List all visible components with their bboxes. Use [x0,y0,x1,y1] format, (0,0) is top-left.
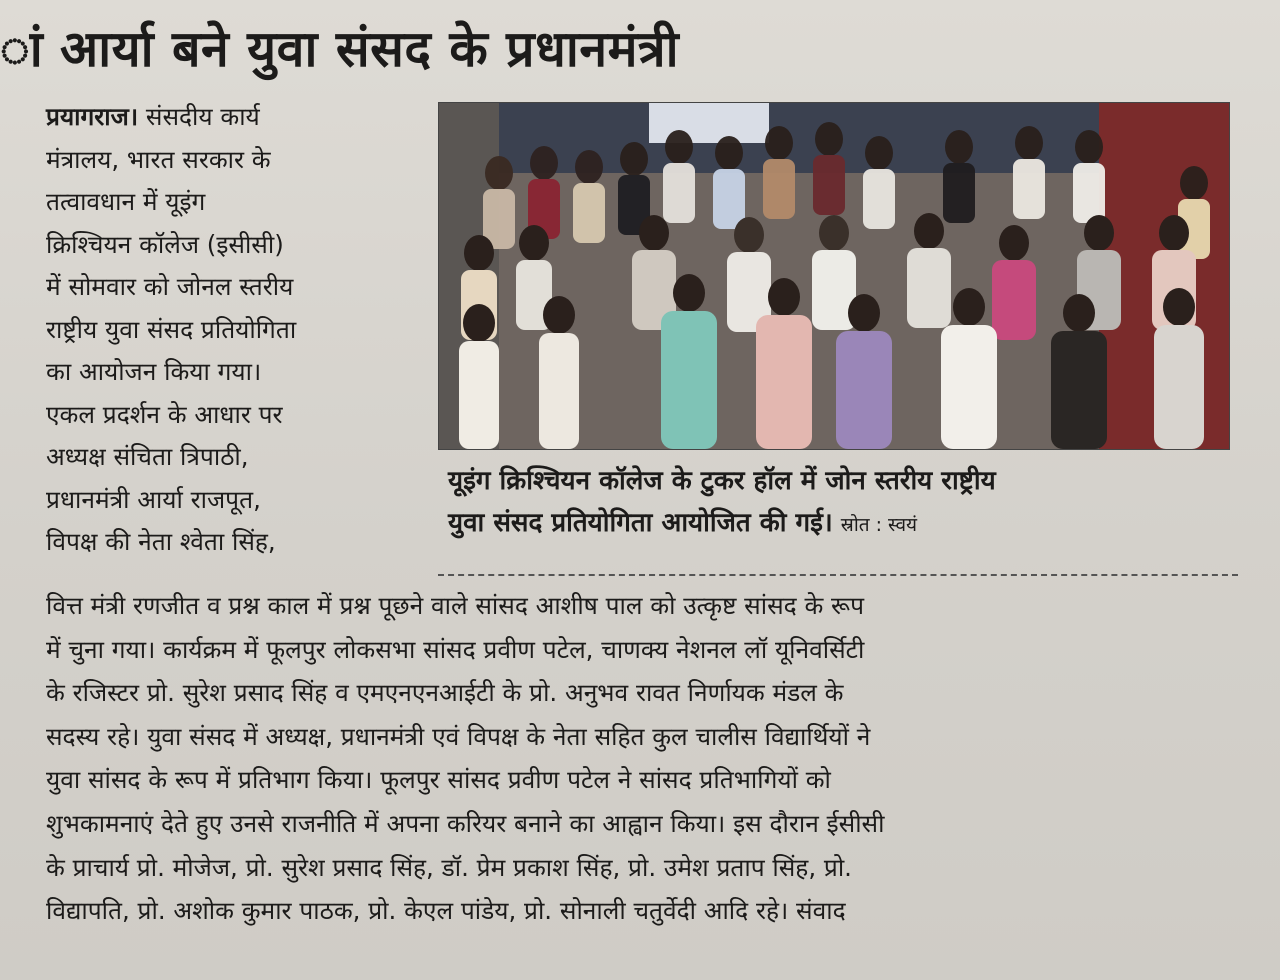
text-line: में सोमवार को जोनल स्तरीय [46,272,294,301]
photo-source: स्रोत : स्वयं [840,514,918,536]
text-line: तत्वावधान में यूइंग [46,187,206,216]
headline: आर्या बने युवा संसद के प्रधानमंत्री [60,20,680,78]
body-line: वित्त मंत्री रणजीत व प्रश्न काल में प्रश्न पूछने वाले सांसद आशीष पाल को उत्कृष्ट सांसद के रूप [46,591,864,620]
group-photo-illustration [439,103,1229,449]
text-line: प्रधानमंत्री आर्या राजपूत, [46,484,261,514]
dashed-divider [438,574,1238,576]
body-line: शुभकामनाएं देते हुए उनसे राजनीति में अपना करियर बनाने का आह्वान किया। इस दौरान ईसीसी [46,808,885,838]
body-line: के प्राचार्य प्रो. मोजेज, प्रो. सुरेश प्रसाद सिंह, डॉ. प्रेम प्रकाश सिंह, प्रो. उमेश प्रताप सिंह, प्रो. [46,852,852,882]
photo-caption [448,460,1238,544]
text-line: का आयोजन किया गया। [46,357,262,386]
dateline: प्रयागराज। [46,102,139,131]
text-line: एकल प्रदर्शन के आधार पर [46,399,283,429]
body-line: विद्यापति, प्रो. अशोक कुमार पाठक, प्रो. केएल पांडेय, प्रो. सोनाली चतुर्वेदी आदि रहे। संवाद [46,896,846,926]
headline-row [0,16,1240,82]
caption-line-text: युवा संसद प्रतियोगिता आयोजित की गई। [448,508,833,538]
body-line: के रजिस्टर प्रो. सुरेश प्रसाद सिंह व एमएनएनआईटी के प्रो. अनुभव रावत निर्णायक मंडल के [46,678,844,708]
article-body [46,584,1246,933]
text-line: राष्ट्रीय युवा संसद प्रतियोगिता [46,314,297,344]
body-line: में चुना गया। कार्यक्रम में फूलपुर लोकसभा सांसद प्रवीण पटेल, चाणक्य नेशनल लॉ यूनिवर्सिटी [46,634,865,664]
body-line: सदस्य रहे। युवा संसद में अध्यक्ष, प्रधानमंत्री एवं विपक्ष के नेता सहित कुल चालीस विद्यार्थियों ने [46,721,871,751]
headline-fragment: ां [0,20,44,78]
text-line: क्रिश्चियन कॉलेज (इसीसी) [46,229,284,259]
text-line: विपक्ष की नेता श्वेता सिंह, [46,527,276,556]
caption-line: यूइंग क्रिश्चियन कॉलेज के टुकर हॉल में जोन स्तरीय राष्ट्रीय [448,466,996,496]
group-photo [438,102,1230,450]
text-line: अध्यक्ष संचिता त्रिपाठी, [46,442,249,471]
body-line: युवा सांसद के रूप में प्रतिभाग किया। फूलपुर सांसद प्रवीण पटेल ने सांसद प्रतिभागियों को [46,765,831,795]
caption-line-last [448,502,1238,544]
text-line [46,96,426,139]
left-column-text [46,96,426,564]
text-line-content: प्रयागराज। संसदीय कार्य [46,102,260,131]
text-line: मंत्रालय, भारत सरकार के [46,144,271,174]
